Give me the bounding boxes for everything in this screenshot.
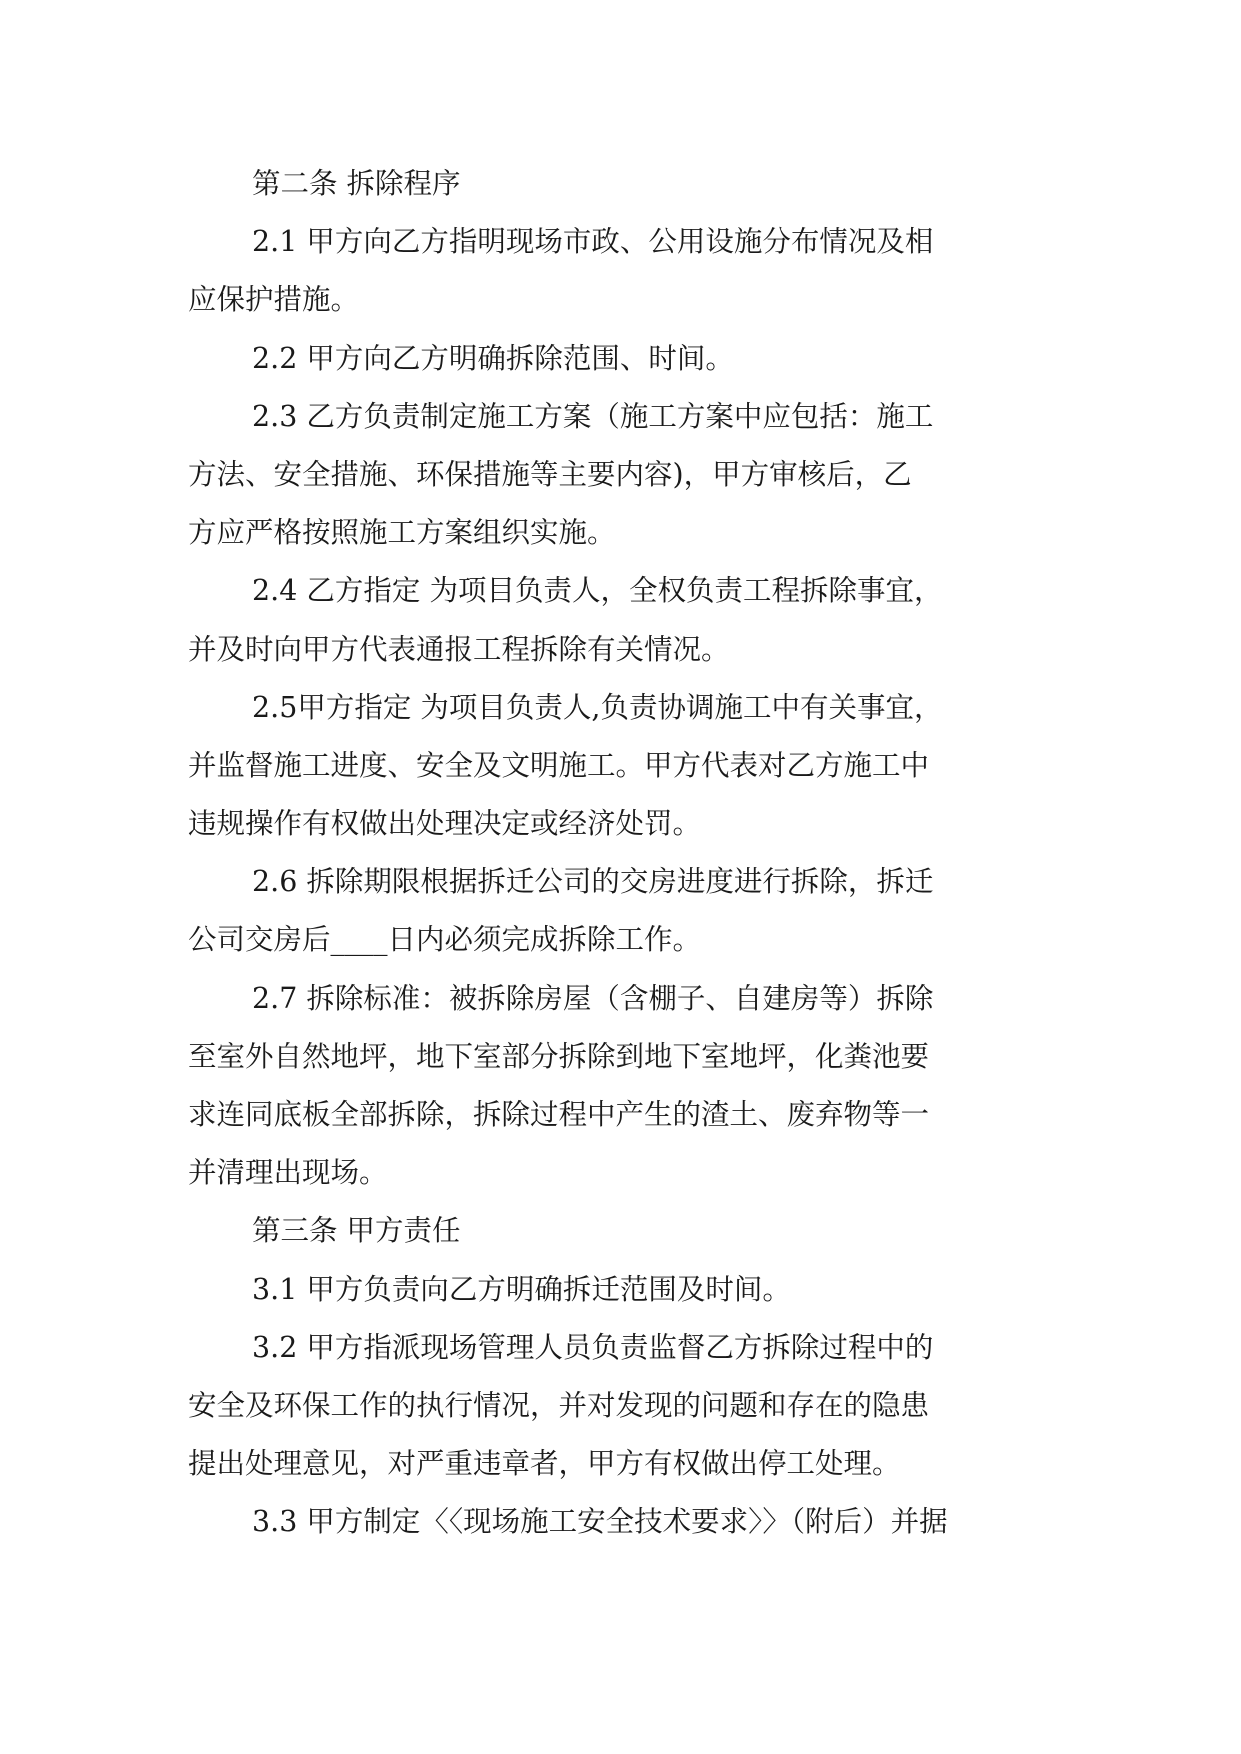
paragraph-line: 安全及环保工作的执行情况，并对发现的问题和存在的隐患 — [188, 1388, 930, 1422]
paragraph-line: 3.2 甲方指派现场管理人员负责监督乙方拆除过程中的 — [252, 1330, 934, 1364]
paragraph-line: 2.3 乙方负责制定施工方案（施工方案中应包括：施工 — [252, 399, 934, 433]
paragraph-line: 方法、安全措施、环保措施等主要内容)，甲方审核后，乙 — [188, 457, 912, 491]
paragraph-line: 3.1 甲方负责向乙方明确拆迁范围及时间。 — [252, 1272, 791, 1306]
paragraph-line: 公司交房后____日内必须完成拆除工作。 — [188, 923, 702, 957]
paragraph-line: 并清理出现场。 — [188, 1156, 388, 1190]
section-heading-line: 第三条 甲方责任 — [252, 1214, 461, 1248]
paragraph-line: 2.4 乙方指定 为项目负责人，全权负责工程拆除事宜， — [252, 574, 943, 608]
paragraph-line: 2.1 甲方向乙方指明现场市政、公用设施分布情况及相 — [252, 225, 934, 259]
paragraph-line: 2.2 甲方向乙方明确拆除范围、时间。 — [252, 341, 734, 375]
paragraph-line: 方应严格按照施工方案组织实施。 — [188, 516, 616, 550]
paragraph-line: 至室外自然地坪，地下室部分拆除到地下室地坪，化粪池要 — [188, 1039, 930, 1073]
paragraph-line: 求连同底板全部拆除，拆除过程中产生的渣土、废弃物等一 — [188, 1098, 930, 1131]
paragraph-line: 2.6 拆除期限根据拆迁公司的交房进度进行拆除，拆迁 — [252, 865, 934, 899]
paragraph-line: 提出处理意见，对严重违章者，甲方有权做出停工处理。 — [188, 1447, 901, 1481]
paragraph-line: 3.3 甲方制定〈〈现场施工安全技术要求〉〉（附后）并据 — [252, 1505, 948, 1539]
section-heading-line: 第二条 拆除程序 — [252, 167, 461, 200]
paragraph-line: 并及时向甲方代表通报工程拆除有关情况。 — [188, 632, 730, 666]
document-body — [188, 155, 1054, 1552]
paragraph-line: 2.5甲方指定 为项目负责人,负责协调施工中有关事宜， — [252, 690, 943, 724]
paragraph-line: 并监督施工进度、安全及文明施工。甲方代表对乙方施工中 — [188, 748, 930, 782]
paragraph-line: 2.7 拆除标准：被拆除房屋（含棚子、自建房等）拆除 — [252, 981, 934, 1015]
paragraph-line: 违规操作有权做出处理决定或经济处罚。 — [188, 807, 702, 841]
paragraph-line: 应保护措施。 — [188, 283, 360, 317]
